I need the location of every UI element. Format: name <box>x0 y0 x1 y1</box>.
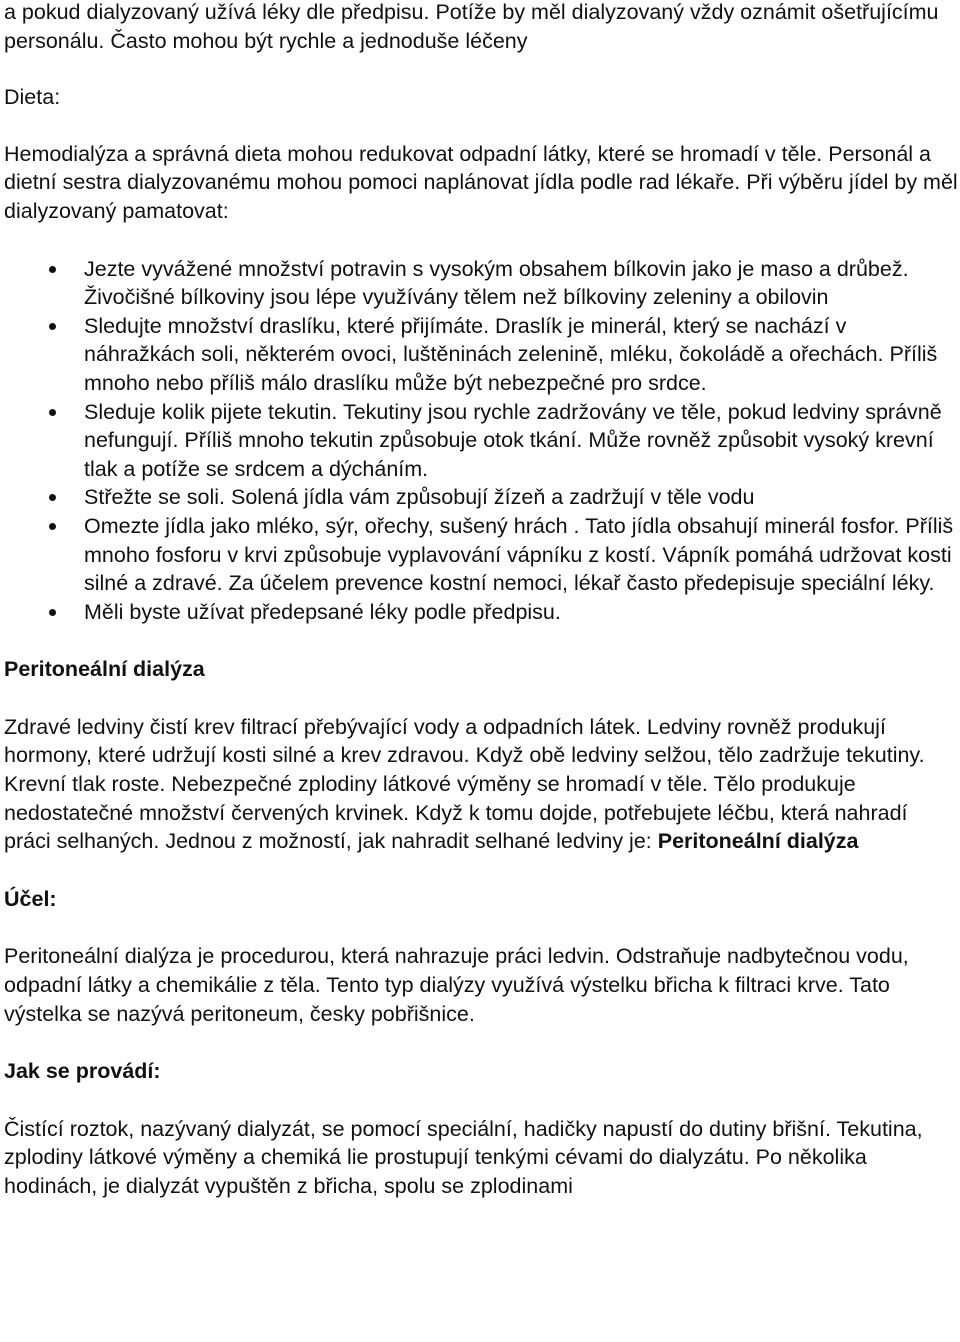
peritoneal-paragraph-text: Zdravé ledviny čistí krev filtrací přebývající vody a odpadních látek. Ledviny rovněž produkují hormony, které udržují kosti silné a krev zdravou. Když obě ledviny selžou, tělo zadržuje tekutiny. Krevní tlak roste. Nebezpečné zplodiny látkové výměny se hromadí v těle. Tělo produkuje nedostatečné množství červených krvinek. Když k tomu dojde, potřebujete léčbu, která nahradí práci selhaných. Jednou z možností, jak nahradit selhané ledviny je: <box>4 714 925 854</box>
bullet-icon <box>49 523 56 530</box>
document-page <box>4 0 958 1201</box>
peritoneal-heading: Peritoneální dialýza <box>4 657 205 682</box>
procedure-paragraph: Čistící roztok, nazývaný dialyzát, se pomocí speciální, hadičky napustí do dutiny břišní. Tekutina, zplodiny látkové výměny a chemiká lie prostupují tenkými cévami do dialyzátu. Po několika hodinách, je dialyzát vypuštěn z břicha, spolu se zplodinami <box>4 1116 923 1198</box>
spacer <box>4 1086 958 1115</box>
list-item <box>4 398 958 484</box>
spacer <box>4 626 958 655</box>
list-item-text: Sledujte množství draslíku, které přijímáte. Draslík je minerál, který se nachází v náhražkách soli, některém ovoci, luštěninách zelenině, mléku, čokoládě a ořechách. Příliš mnoho nebo příliš málo draslíku může být nebezpečné pro srdce. <box>84 313 938 395</box>
list-item <box>4 483 958 512</box>
purpose-paragraph: Peritoneální dialýza je procedurou, která nahrazuje práci ledvin. Odstraňuje nadbytečnou vodu, odpadní látky a chemikálie z těla. Tento typ dialýzy využívá výstelku břicha k filtraci krve. Tato výstelka se nazývá peritoneum, česky pobřišnice. <box>4 944 909 1026</box>
bullet-icon <box>49 409 56 416</box>
diet-heading: Dieta: <box>4 85 61 110</box>
bullet-icon <box>49 609 56 616</box>
spacer <box>4 55 958 83</box>
diet-paragraph: Hemodialýza a správná dieta mohou redukovat odpadní látky, které se hromadí v těle. Personál a dietní sestra dialyzovanému mohou pomoci naplánovat jídla podle rad lékaře. Při výběru jídel by měl dialyzovaný pamatovat: <box>4 141 958 223</box>
spacer <box>4 684 958 713</box>
purpose-heading: Účel: <box>4 886 57 911</box>
bullet-icon <box>49 323 56 330</box>
spacer <box>4 913 958 942</box>
bullet-icon <box>49 494 56 501</box>
list-item-text: Střežte se soli. Solená jídla vám způsobují žízeň a zadržují v těle vodu <box>84 485 755 510</box>
procedure-heading: Jak se provádí: <box>4 1059 161 1084</box>
spacer <box>4 856 958 885</box>
list-item <box>4 312 958 398</box>
list-item <box>4 255 958 312</box>
list-item <box>4 598 958 627</box>
list-item-text: Jezte vyvážené množství potravin s vysokým obsahem bílkovin jako je maso a drůbež. Živočišné bílkoviny jsou lépe využívány tělem než bílkoviny zeleniny a obilovin <box>84 256 909 310</box>
list-item-text: Sleduje kolik pijete tekutin. Tekutiny jsou rychle zadržovány ve těle, pokud ledviny správně nefungují. Příliš mnoho tekutin způsobuje otok tkání. Může rovněž způsobit vysoký krevní tlak a potíže se srdcem a dýcháním. <box>84 399 942 481</box>
peritoneal-paragraph <box>4 713 958 856</box>
bullet-icon <box>49 266 56 273</box>
list-item-text: Omezte jídla jako mléko, sýr, ořechy, sušený hrách . Tato jídla obsahují minerál fosfor. Příliš mnoho fosforu v krvi způsobuje vyplavování vápníku z kostí. Vápník pomáhá udržovat kosti silné a zdravé. Za účelem prevence kostní nemoci, lékař často předepisuje speciální léky. <box>84 513 954 596</box>
list-item-text: Měli byste užívat předepsané léky podle předpisu. <box>84 599 561 624</box>
spacer <box>4 112 958 140</box>
diet-list <box>4 255 958 627</box>
peritoneal-paragraph-bold: Peritoneální dialýza <box>657 829 859 854</box>
list-item <box>4 512 958 598</box>
spacer <box>4 1028 958 1057</box>
intro-paragraph: a pokud dialyzovaný užívá léky dle předpisu. Potíže by měl dialyzovaný vždy oznámit ošetřujícímu personálu. Často mohou být rychle a jednoduše léčeny <box>4 0 939 53</box>
spacer <box>4 226 958 255</box>
